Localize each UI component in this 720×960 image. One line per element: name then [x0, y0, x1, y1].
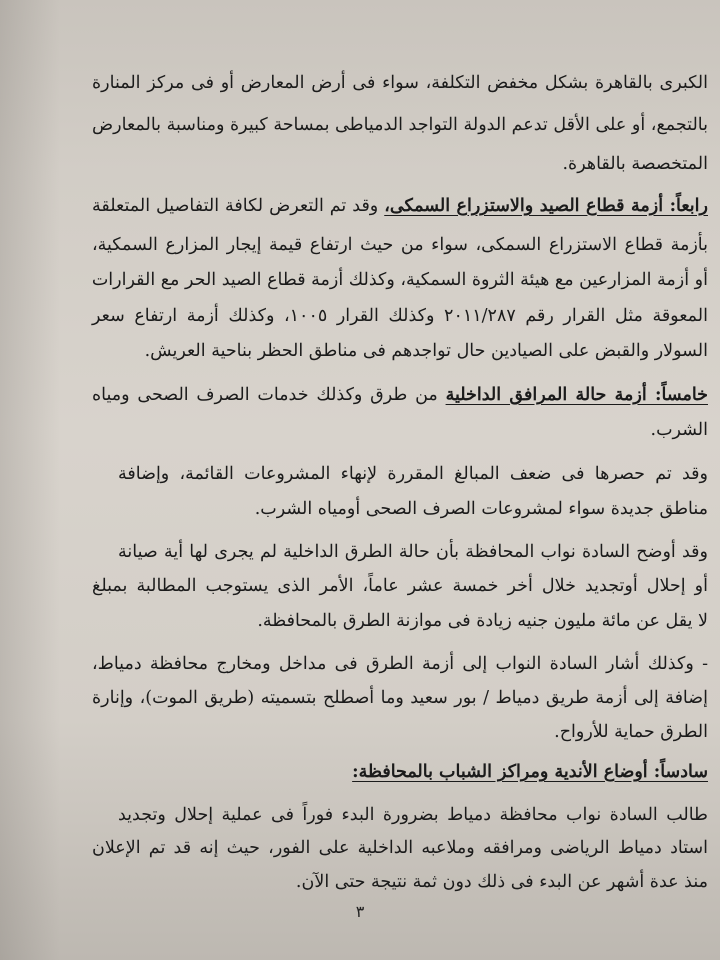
- section-heading: رابعاً: أزمة قطاع الصيد والاستزراع السمكى،: [384, 196, 708, 216]
- text-line: منذ عدة أشهر عن البدء فى ذلك دون ثمة نتيجة حتى الآن.: [295, 872, 708, 892]
- text-line: أو أزمة المزارعين مع هيئة الثروة السمكية، وكذلك أزمة قطاع الصيد الحر مع القرارات: [91, 270, 708, 290]
- text-line: استاد دمياط الرياضى ومرافقه وملاعبه الداخلية على الفور، حيث إنه قد تم الإعلان: [92, 838, 708, 858]
- text-line: إضافة إلى أزمة طريق دمياط / بور سعيد وما أصطلح بتسميته (طريق الموت)، وإنارة: [92, 688, 708, 708]
- section-heading: سادساً: أوضاع الأندية ومراكز الشباب بالمحافظة:: [352, 762, 708, 782]
- section-heading: خامساً: أزمة حالة المرافق الداخلية: [445, 385, 708, 405]
- text-line: الطرق حماية للأرواح.: [554, 722, 708, 742]
- text-line: وقد أوضح السادة نواب المحافظة بأن حالة الطرق الداخلية لم يجرى لها أية صيانة: [118, 542, 708, 562]
- text-line: السولار والقبض على الصيادين حال تواجدهم فى مناطق الحظر بناحية العريش.: [144, 341, 708, 361]
- text-line: الشرب.: [650, 420, 708, 440]
- text-line: الكبرى بالقاهرة بشكل مخفض التكلفة، سواء فى أرض المعارض أو فى مركز المنارة: [92, 73, 708, 93]
- page-shadow: [0, 0, 60, 960]
- text-line: المتخصصة بالقاهرة.: [562, 154, 708, 174]
- text-line: أو إحلال أوتجديد خلال أخر خمسة عشر عاماً، الأمر الذى يستوجب المطالبة بمبلغ: [92, 576, 708, 596]
- section-heading-line: [92, 760, 708, 784]
- text-line: وقد تم حصرها فى ضعف المبالغ المقررة لإنهاء المشروعات القائمة، وإضافة: [118, 464, 708, 484]
- text-line: المعوقة مثل القرار رقم ٢٠١١/٢٨٧ وكذلك القرار ١٠٠٥، وكذلك أزمة ارتفاع سعر: [92, 306, 708, 326]
- text-line: بأزمة قطاع الاستزراع السمكى، سواء من حيث ارتفاع قيمة إيجار المزارع السمكية،: [92, 235, 708, 255]
- text-line: - وكذلك أشار السادة النواب إلى أزمة الطرق فى مداخل ومخارج محافظة دمياط،: [92, 654, 708, 674]
- section-heading-line: رابعاً: أزمة قطاع الصيد والاستزراع السمكى، وقد تم التعرض لكافة التفاصيل المتعلقة: [92, 196, 708, 216]
- text-line: لا يقل عن مائة مليون جنيه زيادة فى موازنة الطرق بالمحافظة.: [257, 611, 708, 631]
- page-number: ٣: [355, 902, 365, 921]
- text-line: طالب السادة نواب محافظة دمياط بضرورة البدء فوراً فى عملية إحلال وتجديد: [118, 805, 708, 825]
- section-heading-line: خامساً: أزمة حالة المرافق الداخلية من طرق وكذلك خدمات الصرف الصحى ومياه: [92, 385, 708, 405]
- text-line: مناطق جديدة سواء لمشروعات الصرف الصحى أومياه الشرب.: [254, 499, 708, 519]
- text-line: بالتجمع، أو على الأقل تدعم الدولة التواجد الدمياطى بمساحة كبيرة ومناسبة بالمعارض: [92, 115, 708, 135]
